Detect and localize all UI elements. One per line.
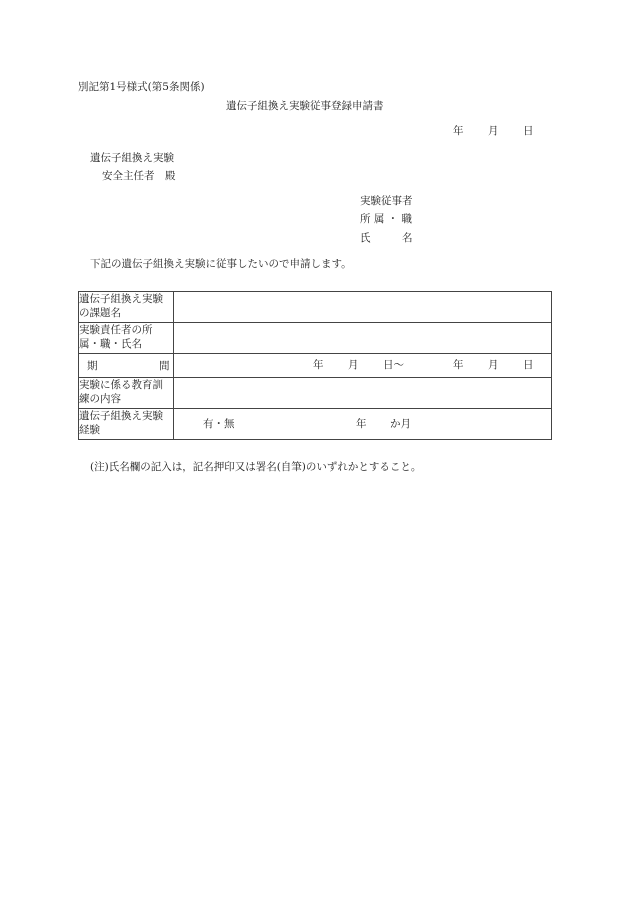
period-to-year: 年	[453, 359, 464, 371]
request-statement: 下記の遺伝子組換え実験に従事したいので申請します。	[90, 258, 352, 270]
experience-months: か月	[390, 418, 411, 430]
date-month: 月	[488, 125, 499, 137]
period-label	[79, 354, 174, 378]
period-from-month: 月	[348, 359, 359, 371]
period-to-day: 日	[523, 359, 534, 371]
training-field[interactable]	[174, 378, 552, 409]
responsible-person-label: 実験責任者の所属・職・氏名	[79, 323, 174, 354]
applicant-name: 氏 名	[360, 232, 413, 244]
experience-years: 年	[356, 418, 367, 430]
note: (注)氏名欄の記入は，記名押印又は署名(自筆)のいずれかとすること。	[90, 461, 422, 473]
responsible-person-field[interactable]	[174, 323, 552, 354]
period-from-day: 日〜	[383, 359, 404, 371]
form-reference: 別記第1号様式(第5条関係)	[78, 81, 205, 93]
period-field[interactable]	[174, 354, 552, 378]
date-day: 日	[523, 125, 534, 137]
document-title: 遺伝子組換え実験従事登録申請書	[226, 100, 384, 112]
project-title-field[interactable]	[174, 292, 552, 323]
addressee-line2: 安全主任者 殿	[102, 170, 176, 182]
training-label: 実験に係る教育訓練の内容	[79, 378, 174, 409]
applicant-affiliation: 所 属 ・ 職	[360, 213, 413, 225]
application-table	[78, 291, 552, 440]
project-title-label: 遺伝子組換え実験の課題名	[79, 292, 174, 323]
period-label-b: 間	[159, 360, 170, 372]
experience-label: 遺伝子組換え実験経験	[79, 409, 174, 440]
applicant-role: 実験従事者	[360, 195, 413, 207]
period-to-month: 月	[488, 359, 499, 371]
addressee-line1: 遺伝子組換え実験	[90, 152, 174, 164]
period-from-year: 年	[313, 359, 324, 371]
experience-field[interactable]	[174, 409, 552, 440]
date-year: 年	[453, 125, 464, 137]
experience-yes-no[interactable]: 有・無	[203, 418, 235, 430]
period-label-a: 期	[87, 360, 98, 372]
